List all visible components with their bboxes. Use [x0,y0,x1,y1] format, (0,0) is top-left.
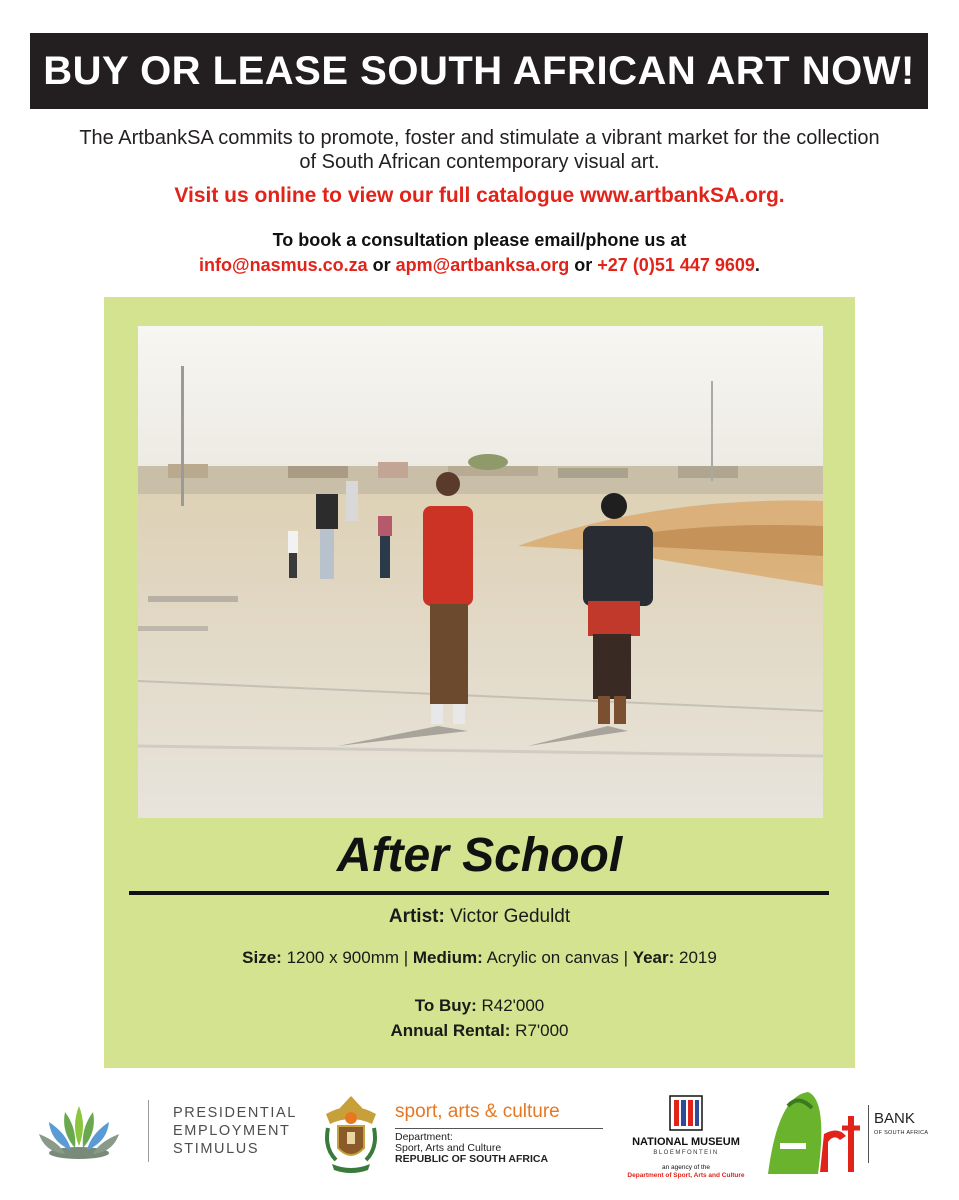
pes-line-3: STIMULUS [173,1141,260,1157]
coat-of-arms-icon [318,1092,384,1178]
artist-line [104,906,855,928]
artist-name: Victor Geduldt [444,906,571,927]
period: . [754,255,760,275]
visit-online-link[interactable]: Visit us online to view our full catalogue www.artbankSA.org. [174,184,785,207]
buy-price: R42'000 [476,996,545,1015]
rental-price-line [104,1021,855,1041]
intro-line-1: The ArtbankSA commits to promote, foster and stimulate a vibrant market for the collection [79,127,880,149]
pes-line-2: EMPLOYMENT [173,1123,291,1139]
artbank-art-logo-icon [758,1086,866,1182]
sac-dept-line-2: Sport, Arts and Culture [395,1142,502,1154]
specs-line [104,948,855,968]
phone-link[interactable]: +27 (0)51 447 9609 [597,255,755,275]
artist-label: Artist: [388,906,445,927]
sac-logo-title: sport, arts & culture [395,1101,560,1122]
artbank-bank-text: BANK [874,1110,915,1127]
national-museum-agency [627,1164,745,1180]
title-divider [129,891,829,895]
lotus-icon [35,1098,123,1160]
buy-price-line [104,996,855,1016]
pes-line-1: PRESIDENTIAL [173,1105,297,1121]
rental-label: Annual Rental: [390,1021,511,1040]
national-museum-name: NATIONAL MUSEUM [632,1136,740,1148]
intro-line-2: of South African contemporary visual art. [299,151,660,173]
agency-line-2: Department of Sport, Arts and Culture [627,1172,745,1179]
artbank-sub-text: OF SOUTH AFRICA [874,1130,929,1136]
pes-logo-text [173,1104,297,1158]
sac-dept-line-3: REPUBLIC OF SOUTH AFRICA [395,1153,549,1165]
national-museum-city: BLOEMFONTEIN [653,1150,719,1156]
sac-rule [395,1128,603,1129]
year-value: 2019 [674,948,717,967]
size-label: Size: [242,948,282,967]
medium-label: Medium: [412,948,483,967]
email-link-artbank[interactable]: apm@artbanksa.org [395,255,570,275]
year-label: Year: [632,948,675,967]
email-link-nasmus[interactable]: info@nasmus.co.za [199,255,368,275]
or-separator: or [569,255,598,275]
artwork-title: After School [336,829,623,882]
intro-paragraph [20,126,939,174]
agency-line-1: an agency of the [661,1164,711,1171]
headline-banner [30,33,928,109]
headline-text: BUY OR LEASE SOUTH AFRICAN ART NOW! [43,48,915,93]
sac-department [395,1132,548,1165]
national-museum-logo [627,1094,745,1178]
size-value: 1200 x 900mm | [281,948,413,967]
museum-building-icon [668,1094,704,1134]
sponsor-footer [0,1080,959,1190]
rental-price: R7'000 [510,1021,569,1040]
or-separator: or [367,255,396,275]
medium-value: Acrylic on canvas | [482,948,633,967]
booking-line-2 [0,253,959,278]
artwork-image [138,326,823,818]
artwork-panel [104,297,855,1068]
booking-info [0,228,959,278]
buy-label: To Buy: [414,996,477,1015]
sac-dept-line-1: Department: [395,1131,453,1143]
booking-line-1: To book a consultation please email/phone us at [272,230,687,250]
artbank-divider [868,1105,869,1163]
after-school-painting [138,326,823,818]
footer-divider [148,1100,149,1162]
